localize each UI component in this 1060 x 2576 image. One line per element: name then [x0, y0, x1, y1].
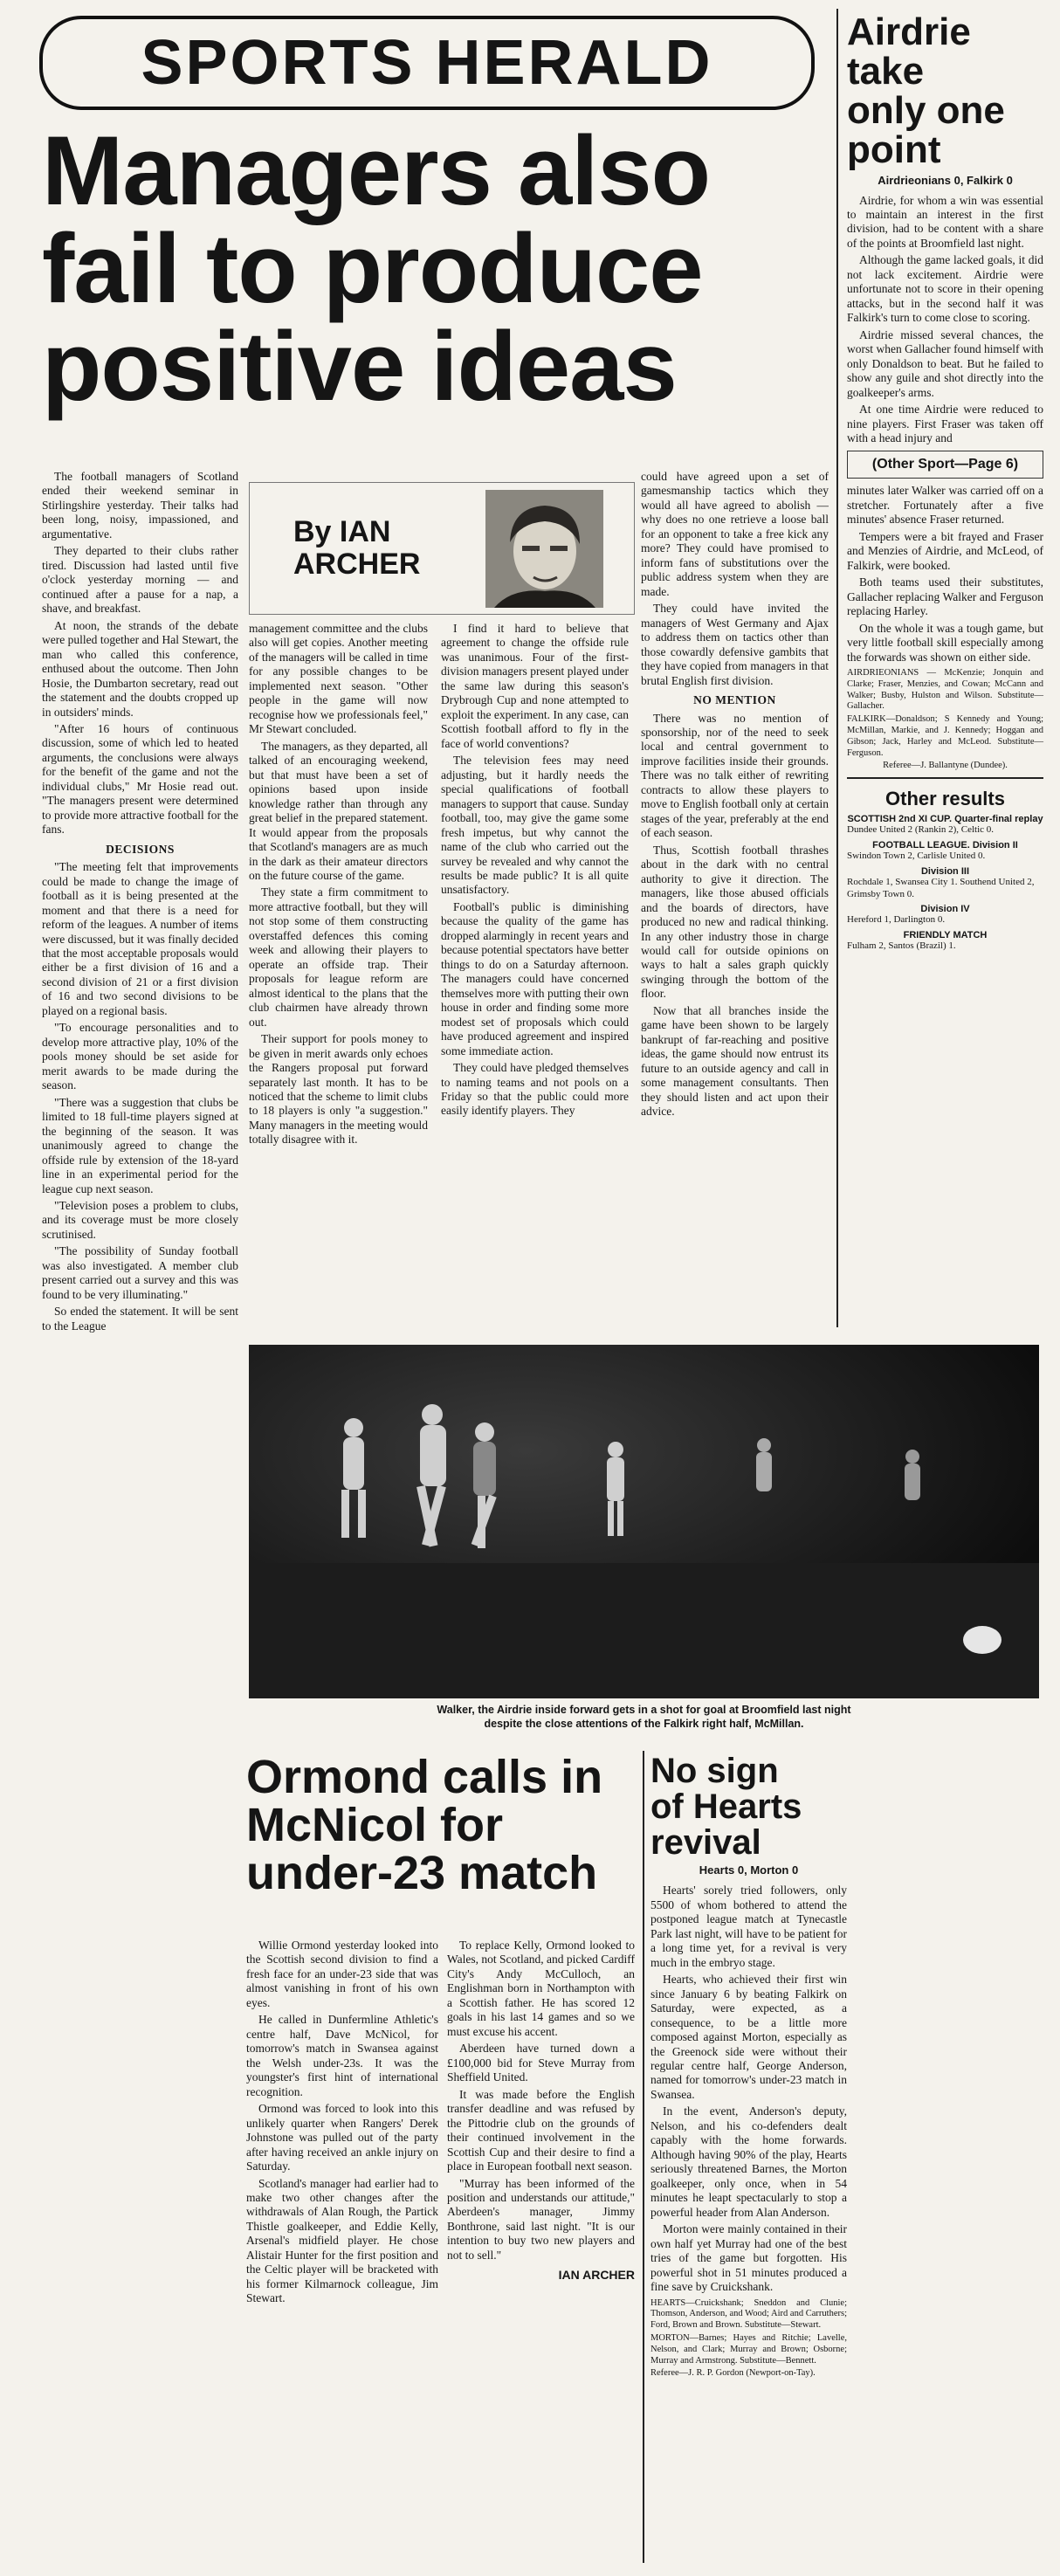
match-photo — [249, 1345, 1039, 1698]
results-heading: Division III — [920, 865, 969, 877]
paragraph: At noon, the strands of the debate were pulled together and Hal Stewart, the man who called this conference, enthused about the outcome. Then John Hosie, the Dumbarton secretary, read out the statement and the doubts cropped up in outsiders' minds. — [42, 618, 238, 719]
main-story-column-1 — [42, 470, 238, 1588]
results-line: Rochdale 1, Swansea City 1. Southend United 2, Grimsby Town 0. — [847, 876, 1035, 899]
team-line: AIRDRIEONIANS — McKenzie; Jonquin and Clarke; Fraser, Menzies, and Cowan; McCann and Walker; Busby, Hulston and Wilson. Substitute—Gallacher. — [847, 668, 1043, 712]
photo-caption — [249, 1703, 1039, 1732]
results-heading: SCOTTISH 2nd XI CUP. Quarter-final replay — [847, 814, 1043, 825]
byline — [293, 516, 420, 582]
byline-name: ARCHER — [293, 548, 421, 581]
airdrie-score: Airdrieonians 0, Falkirk 0 — [878, 173, 1013, 187]
results-heading: FOOTBALL LEAGUE. Division II — [872, 840, 1018, 851]
ormond-column-a — [246, 1939, 438, 2567]
hearts-story — [650, 1753, 847, 2381]
paragraph: "After 16 hours of continuous discussion, some of which led to heated arguments, the conclusions were always for the benefit of the game and not the individual clubs," Mr Hosie read out. "The managers present were determined to provide more attractive football for the fans. — [42, 721, 238, 837]
paragraph: "There was a suggestion that clubs be limited to 18 full-time players signed at the beginning of the season. It was unanimously agreed to change the offside rule by extension of the 18-yard line in an experimental period for the league cup next season. — [42, 1095, 238, 1195]
paragraph: Football's public is diminishing because the quality of the game has dropped alarmingly in recent years and because potential spectators have better things to do on a Saturday afternoon. The managers could have concerned themselves more with putting their own house in order and finding some more modest set of proposals which could have produced agreement and inspired some immediate action. — [441, 899, 629, 1057]
airdrie-headline-line: Airdrie — [847, 10, 971, 53]
paragraph: Hearts' sorely tried followers, only 5500 of whom bothered to attend the postponed league match at Tynecastle Park last night, will have to be patient for a long time yet, for a revival is very much in the embryo stage. — [650, 1884, 847, 1969]
subheading-decisions: DECISIONS — [106, 842, 175, 856]
byline-box — [249, 482, 635, 615]
paragraph: Tempers were a bit frayed and Fraser and Menzies of Airdrie, and McLeod, of Falkirk, were booked. — [847, 529, 1043, 572]
results-line: Fulham 2, Santos (Brazil) 1. — [847, 940, 956, 952]
paragraph: "To encourage personalities and to develop more attractive play, 10% of the pools money should be set aside for merit awards to be made during the season. — [42, 1021, 238, 1092]
main-story-column-3 — [441, 622, 629, 1347]
paragraph: Hearts, who achieved their first win since January 6 by beating Falkirk on Saturday, were expected, as a consequence, to be a little more composed against Morton, especially as the Greenock side were without their regular centre half, George Anderson, named for tomorrow's under-23 match in Swansea. — [650, 1973, 847, 2101]
caption-line: Walker, the Airdrie inside forward gets in a shot for goal at Broomfield last night — [437, 1704, 851, 1716]
paragraph: They could have pledged themselves to naming teams and not pools on a Friday so that the public could more easily identify players. They — [441, 1061, 629, 1118]
paragraph: They state a firm commitment to more attractive football, but they will not stop some of them constructing overstaffed defences this coming week and allowing their players to operate an offside trap. Their proposals for league reform are almost identical to the plans that the club chairmen have already thrown out. — [249, 885, 428, 1029]
paragraph: There was no mention of sponsorship, nor of the need to seek local and central government to improve facilities inside their grounds. There was no talk either of rewriting contracts to allow these players to move to English football only at certain stages of the year, preferably at the end of each season. — [641, 711, 829, 840]
airdrie-headline-line: take — [847, 49, 925, 93]
results-line: Swindon Town 2, Carlisle United 0. — [847, 851, 986, 862]
other-sport-box: (Other Sport—Page 6) — [847, 451, 1043, 479]
paragraph: Thus, Scottish football thrashes about in the dark with no central authority to give it direction. The managers, like those abused officials and the boards of directors, have produced no new and radical thinking. In any other industry those in charge would call for outside opinions on ways to halt a sales graph quickly swinging through the bottom of the floor. — [641, 843, 829, 1001]
paragraph: He called in Dunfermline Athletic's centre half, Dave McNicol, for tomorrow's match in Swansea against the Welsh under-23s. It was the youngster's first hint of international recognition. — [246, 2013, 438, 2098]
paragraph: management committee and the clubs also will get copies. Another meeting of the managers will be called in time for any possible changes to be implemented next season. "Other people in the game will now recognise how we professionals feel," Mr Stewart concluded. — [249, 622, 428, 736]
paragraph: Aberdeen have turned down a £100,000 bid for Steve Murray from Sheffield United. — [447, 2042, 635, 2084]
results-rule — [847, 777, 1043, 779]
paragraph: In the event, Anderson's deputy, Nelson, and his co-defenders dealt capably with the home forwards. Although having 90% of the play, Hearts seriously threatened Barnes, the Morton goalkeeper, only once, when in 54 minutes he leapt spectacularly to stop a powerful header from Alan Anderson. — [650, 2104, 847, 2219]
hearts-headline-line: revival — [650, 1822, 761, 1862]
ormond-headline — [246, 1753, 635, 1898]
other-results-list — [847, 814, 1043, 953]
paragraph: The television fees may need adjusting, but it hardly needs the special qualifications of football managers to support that cause. Sunday football, too, may give the game some fresh impetus, but why cannot the name of the club who carried out the survey be revealed and why cannot the results be made public? It is all quite unsatisfactory. — [441, 754, 629, 897]
referee-line: Referee—J. Ballantyne (Dundee). — [883, 761, 1008, 771]
main-headline-line: Managers also — [42, 116, 711, 225]
hearts-teams — [650, 2298, 847, 2380]
airdrie-body-a — [847, 194, 1043, 446]
hearts-headline-line: of Hearts — [650, 1787, 802, 1826]
results-heading: FRIENDLY MATCH — [903, 930, 988, 941]
main-headline-line: fail to produce — [42, 214, 703, 323]
paragraph: Airdrie missed several chances, the worst when Gallacher found himself with only Donaldson to beat. But he failed to show any guile and shot directly into the goalkeeper's arms. — [847, 327, 1043, 399]
paragraph: I find it hard to believe that agreement to change the offside rule was unanimous. Four of the first-division managers present played under the same law during this season's Drybrough Cup and none attempted to exploit the experiment. In any case, can Scottish football afford to fly in the face of world conventions? — [441, 622, 629, 750]
ormond-headline-line: Ormond calls in — [246, 1751, 603, 1803]
subheading-no-mention: NO MENTION — [693, 693, 776, 707]
paragraph: The managers, as they departed, all talked of an encouraging weekend, but that must have been a set of opinions based upon inside knowledge rather than through any great belief in the prepared statement. It would appear from the proposals that Scotland's managers are as much in the dark as their amateur directors on the future course of the game. — [249, 739, 428, 882]
ormond-headline-line: McNicol for — [246, 1799, 504, 1852]
paragraph: Morton were mainly contained in their own half yet Murray had one of the best tries of the game but forgotten. His powerful shot in 51 minutes produced a fine save by Cruickshank. — [650, 2222, 847, 2294]
column-rule — [643, 1751, 644, 2563]
airdrie-teams — [847, 668, 1043, 772]
paragraph: Airdrie, for whom a win was essential to maintain an interest in the first division, had to be content with a share of the points at Broomfield last night. — [847, 193, 1043, 250]
column-rule — [836, 9, 838, 1327]
author-portrait-image — [485, 490, 603, 608]
team-line: HEARTS—Cruickshank; Sneddon and Clunie; Thomson, Anderson, and Wood; Aird and Carruthers; Ford, Brown and Brown. Substitute—Stewart. — [650, 2297, 847, 2331]
main-story-column-4 — [641, 470, 829, 1347]
paragraph: At one time Airdrie were reduced to nine players. First Fraser was taken off with a head injury and — [847, 403, 1043, 444]
ormond-headline-line: under-23 match — [246, 1847, 598, 1900]
paragraph: "Murray has been informed of the position and understands our attitude," Aberdeen's manager, Jimmy Bonthrone, said last night. "It is our intention to buy two new players and not to sell." — [447, 2176, 635, 2262]
airdrie-headline-line: only one — [847, 88, 1005, 132]
paragraph: minutes later Walker was carried off on a stretcher. Fortunately after a five minutes' absence Fraser returned. — [847, 484, 1043, 527]
paragraph: They departed to their clubs rather tired. Discussion had lasted until five o'clock yesterday morning — and continued after a pause for a nap, a shave, and breakfast. — [42, 544, 238, 616]
byline-by: By IAN — [293, 514, 391, 548]
paragraph: On the whole it was a tough game, but very little football skill especially among the forwards was shown on either side. — [847, 621, 1043, 664]
masthead-title: SPORTS HERALD — [141, 28, 713, 98]
match-photo-image — [249, 1345, 1039, 1698]
other-results-title: Other results — [885, 788, 1005, 810]
airdrie-headline — [847, 10, 1043, 171]
paragraph: Willie Ormond yesterday looked into the Scottish second division to find a fresh face for an under-23 side that was almost vanishing in front of his own eyes. — [246, 1939, 438, 2009]
main-headline-line: positive ideas — [42, 312, 677, 421]
paragraph: "The meeting felt that improvements could be made to change the image of football as it is being presented at the moment and that there is a need for reform of the leagues. A number of items were discussed, but it was finally decided that the most acceptable proposals would either be a first division of 16 and a second division of 21 or a first division of 16 and two second divisions to be played on a regional basis. — [42, 860, 238, 1017]
airdrie-body-b — [847, 484, 1043, 665]
main-story-column-2 — [249, 622, 428, 1347]
paragraph: So ended the statement. It will be sent to the League — [42, 1305, 238, 1333]
airdrie-story — [847, 10, 1043, 953]
paragraph: Now that all branches inside the game have been shown to be largely bankrupt of far-reaching and positive ideas, the game should now entrust its future to an outside agency and call in some management consultants. Then they should listen and act upon their advice. — [641, 1003, 829, 1119]
paragraph: "Television poses a problem to clubs, and its coverage must be more closely scrutinised. — [42, 1198, 238, 1241]
paragraph: It was made before the English transfer deadline and was refused by the Pittodrie club on the grounds of their continued involvement in the Scottish Cup and their desire to find a place in European football next season. — [447, 2087, 635, 2173]
paragraph: To replace Kelly, Ormond looked to Wales, not Scotland, and picked Cardiff City's Andy McCulloch, an Englishman born in Northampton with a Scottish father. He has scored 12 goals in his last 14 games and so we must excuse his accent. — [447, 1939, 635, 2038]
results-line: Hereford 1, Darlington 0. — [847, 914, 946, 926]
team-line: FALKIRK—Donaldson; S Kennedy and Young; McMillan, Markie, and J. Kennedy; Hoggan and Gibson; Jack, Harley and McLeod. Substitute—Ferguson. — [847, 714, 1043, 758]
caption-line: despite the close attentions of the Falkirk right half, McMillan. — [484, 1718, 804, 1731]
paragraph: Although the game lacked goals, it did not lack excitement. Airdrie were unfortunate not to score in their opening attacks, but in the second half it was Falkirk's turn to come close to scoring. — [847, 253, 1043, 325]
results-line: Dundee United 2 (Rankin 2), Celtic 0. — [847, 824, 995, 836]
hearts-body — [650, 1884, 847, 2294]
paragraph: The football managers of Scotland ended their weekend seminar in Stirlingshire yesterday. Their talks had been long, noisy, impassioned, and argumentative. — [42, 470, 238, 541]
masthead — [39, 16, 815, 110]
paragraph: Their support for pools money to be given in merit awards only echoes the Rangers proposal put forward separately last month. It has to be noticed that the scheme to limit clubs to 18 players is only "a suggestion." Many managers in the meeting would totally disagree with it. — [249, 1032, 428, 1147]
paragraph: They could have invited the managers of West Germany and Ajax to address them on tactics other than those cowardly defensive gambits that they have copied from managers in that brutal English first division. — [641, 602, 829, 687]
referee-line: Referee—J. R. P. Gordon (Newport-on-Tay). — [650, 2368, 816, 2379]
main-headline — [42, 116, 828, 421]
airdrie-headline-line: point — [847, 127, 941, 171]
ormond-column-b — [447, 1939, 635, 2567]
paragraph: could have agreed upon a set of gamesmanship tactics which they would all have agreed to abolish — why does no one retrieve a loose ball for an opponent to take a free kick any more? They could have promised to inform fans of substitutions over the public address system when they are made. — [641, 470, 829, 598]
hearts-headline-line: No sign — [650, 1752, 779, 1790]
author-signature: IAN ARCHER — [558, 2268, 635, 2283]
results-heading: Division IV — [920, 904, 970, 915]
hearts-headline — [650, 1753, 847, 1860]
paragraph: Scotland's manager had earlier had to make two other changes after the withdrawals of Alan Rough, the Partick Thistle goalkeeper, and Eddie Kelly, Arsenal's midfield player. He chose Alistair Hunter for the first position and the Celtic player will be bracketed with his former Kilmarnock colleague, Jim Stewart. — [246, 2176, 438, 2305]
paragraph: Both teams used their substitutes, Gallacher replacing Walker and Ferguson replacing Harley. — [847, 575, 1043, 618]
paragraph: Ormond was forced to look into this unlikely quarter when Rangers' Derek Johnstone was pulled out of the party after having received an ankle injury on Saturday. — [246, 2102, 438, 2173]
hearts-score: Hearts 0, Morton 0 — [699, 1863, 799, 1877]
author-portrait — [485, 490, 603, 608]
team-line: MORTON—Barnes; Hayes and Ritchie; Lavelle, Nelson, and Clark; Murray and Brown; Osborne; Murray and Armstrong. Substitute—Bennett. — [650, 2332, 847, 2366]
paragraph: "The possibility of Sunday football was also investigated. A member club present carried out a survey and this was found to be very illuminating." — [42, 1244, 238, 1301]
